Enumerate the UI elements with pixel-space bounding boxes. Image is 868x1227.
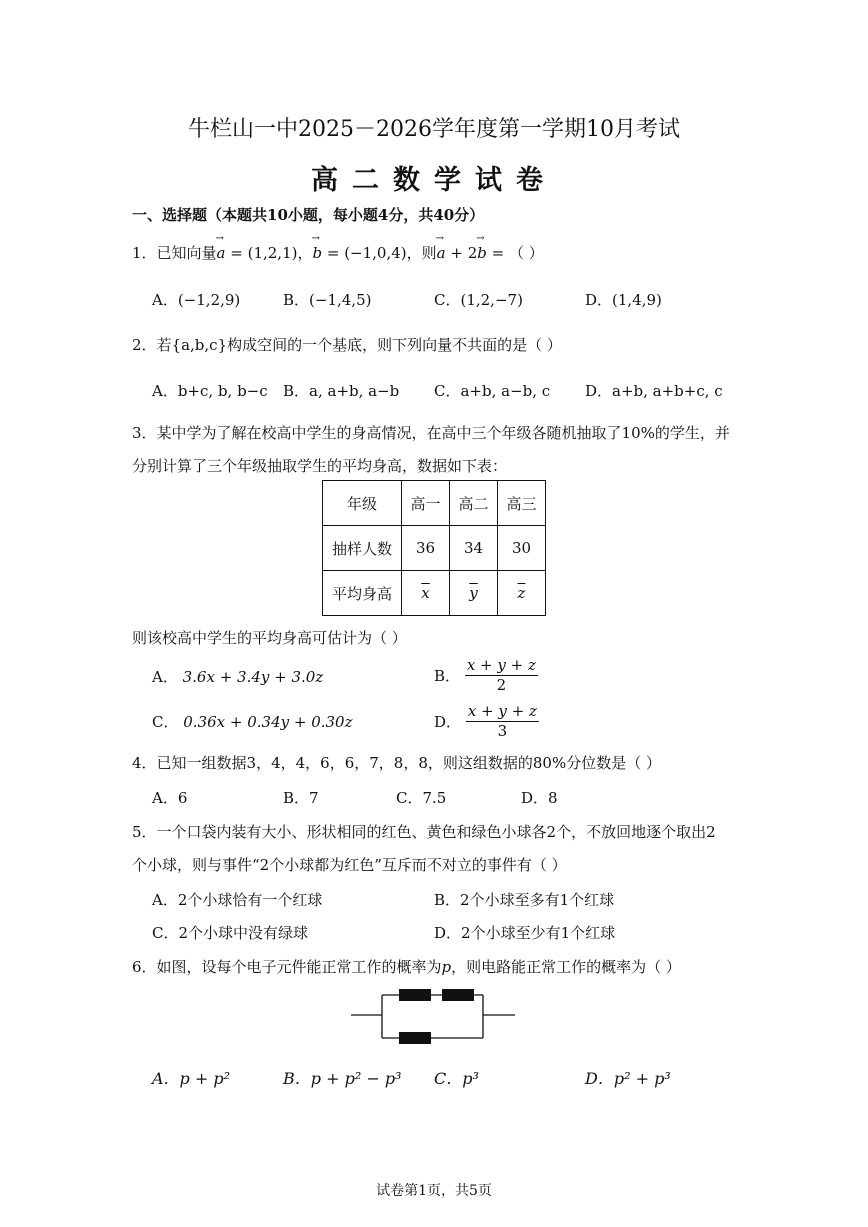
mean-x: $\overline{x}$ xyxy=(421,584,430,602)
table-cell xyxy=(402,571,450,616)
numerator: x + y + z xyxy=(467,702,537,720)
q6-text-pre: 6．如图，设每个电子元件能正常工作的概率为 xyxy=(132,958,442,976)
table-cell xyxy=(450,571,498,616)
table-cell: 年级 xyxy=(323,481,402,526)
question-3-line1: 3．某中学为了解在校高中学生的身高情况，在高中三个年级各随机抽取了10%的学生，并 xyxy=(132,424,730,442)
table-cell: 平均身高 xyxy=(323,571,402,616)
q6-text-post: ，则电路能正常工作的概率为（ ） xyxy=(451,958,681,976)
exam-subtitle: 高二数学试卷 xyxy=(311,165,557,196)
q5-option-a: A．2个小球恰有一个红球 xyxy=(152,891,323,909)
q1-option-b: B．(−1,4,5) xyxy=(283,291,372,309)
question-2: 2．若{a,b,c}构成空间的一个基底，则下列向量不共面的是（ ） xyxy=(132,336,562,354)
table-cell: 34 xyxy=(450,526,498,571)
option-label: D． xyxy=(434,712,462,731)
q2-option-c: C．a+b, a−b, c xyxy=(434,382,551,400)
circuit-diagram xyxy=(345,980,520,1050)
q6-option-a: A．p + p² xyxy=(152,1069,231,1088)
numerator: x + y + z xyxy=(466,656,536,674)
q6-option-d: D．p² + p³ xyxy=(585,1069,671,1088)
exam-title: 牛栏山一中2025－2026学年度第一学期10月考试 xyxy=(188,117,680,142)
q5-option-c: C．2个小球中没有绿球 xyxy=(152,924,309,942)
q2-option-a: A．b+c, b, b−c xyxy=(152,382,268,400)
table-row xyxy=(323,526,546,571)
question-5-line2: 个小球，则与事件“2个小球都为红色”互斥而不对立的事件有（ ） xyxy=(132,856,567,874)
q3-option-c xyxy=(152,711,353,732)
table-cell: 抽样人数 xyxy=(323,526,402,571)
q1-tail: = （ ） xyxy=(486,244,544,262)
prob-var: p xyxy=(441,958,452,976)
option-label: C． xyxy=(152,713,179,731)
option-expr: 3.6x + 3.4y + 3.0z xyxy=(182,668,324,686)
q1-option-d: D．(1,4,9) xyxy=(585,291,662,309)
q2-option-b: B．a, a+b, a−b xyxy=(283,382,400,400)
q1-option-c: C．(1,2,−7) xyxy=(434,291,523,309)
q5-option-d: D．2个小球至少有1个红球 xyxy=(434,924,616,942)
question-3-line2: 分别计算了三个年级抽取学生的平均身高，数据如下表： xyxy=(132,457,508,475)
resistor-top-left xyxy=(399,989,431,1001)
vector-a-sum: → a xyxy=(437,244,446,262)
resistor-top-right xyxy=(442,989,474,1001)
fraction xyxy=(466,702,539,741)
q1-sum: + 2 xyxy=(445,244,478,262)
table-cell xyxy=(498,571,546,616)
page-footer: 试卷第1页，共5页 xyxy=(376,1183,492,1199)
mean-y: $\overline{y}$ xyxy=(469,584,478,602)
option-expr: 0.36x + 0.34y + 0.30z xyxy=(183,713,353,731)
q4-option-a: A．6 xyxy=(152,789,188,807)
q3-option-a xyxy=(152,666,323,687)
q4-option-d: D．8 xyxy=(521,789,558,807)
table-cell: 36 xyxy=(402,526,450,571)
height-table xyxy=(322,480,546,616)
mean-z: $\overline{z}$ xyxy=(517,584,526,602)
fraction xyxy=(465,656,538,695)
question-4: 4．已知一组数据3，4，4，6，6，7，8，8，则这组数据的80%分位数是（ ） xyxy=(132,754,662,772)
denominator: 2 xyxy=(496,675,507,694)
question-6 xyxy=(132,956,681,977)
question-5-line1: 5．一个口袋内装有大小、形状相同的红色、黄色和绿色小球各2个，不放回地逐个取出2 xyxy=(132,823,716,841)
vector-a: → a xyxy=(217,244,226,262)
option-label: B． xyxy=(434,666,461,685)
q3-option-b xyxy=(434,656,538,695)
resistor-bottom xyxy=(399,1032,431,1044)
question-1 xyxy=(132,242,544,263)
q1-text: 1．已知向量 xyxy=(132,244,217,262)
table-cell: 30 xyxy=(498,526,546,571)
q1-eq-a: = (1,2,1)， xyxy=(225,244,313,262)
table-row xyxy=(323,481,546,526)
option-label: A． xyxy=(152,668,178,686)
q4-option-b: B．7 xyxy=(283,789,319,807)
q5-option-b: B．2个小球至多有1个红球 xyxy=(434,891,615,909)
section-heading: 一、选择题（本题共10小题，每小题4分，共40分） xyxy=(132,206,485,224)
denominator: 3 xyxy=(497,721,508,740)
vector-b-sum: → b xyxy=(477,244,487,262)
q2-option-d: D．a+b, a+b+c, c xyxy=(585,382,723,400)
q4-option-c: C．7.5 xyxy=(396,789,447,807)
q1-option-a: A．(−1,2,9) xyxy=(152,291,241,309)
q1-eq-b: = (−1,0,4)，则 xyxy=(322,244,437,262)
table-cell: 高一 xyxy=(402,481,450,526)
vector-b: → b xyxy=(312,244,322,262)
q6-option-c: C．p³ xyxy=(434,1069,479,1088)
question-3-prompt: 则该校高中学生的平均身高可估计为（ ） xyxy=(132,629,407,647)
table-cell: 高三 xyxy=(498,481,546,526)
q3-option-d xyxy=(434,702,539,741)
q6-option-b: B．p + p² − p³ xyxy=(283,1069,402,1088)
table-cell: 高二 xyxy=(450,481,498,526)
table-row xyxy=(323,571,546,616)
